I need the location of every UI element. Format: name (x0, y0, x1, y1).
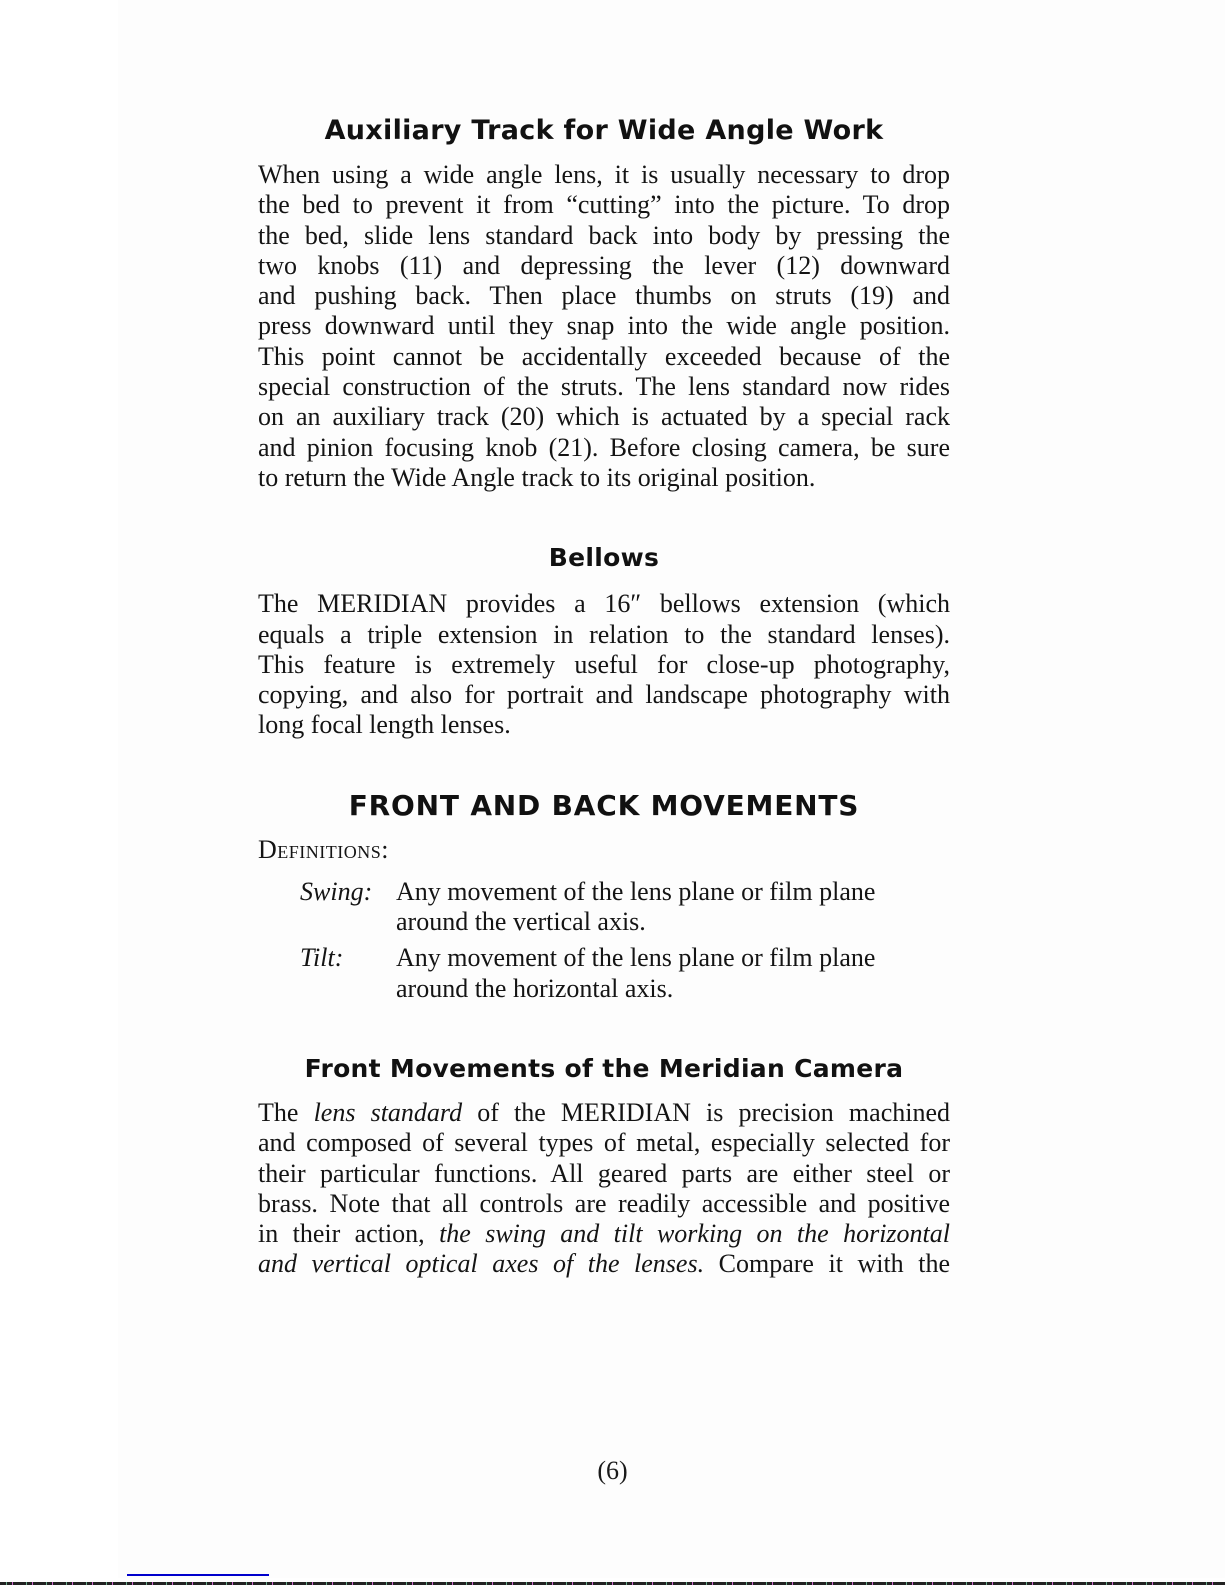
definition-text (396, 943, 908, 1004)
blue-underline-mark (127, 1574, 269, 1576)
text-line: press downward until they snap into the wide angle position. (258, 311, 950, 341)
definition-term: Swing: (300, 876, 373, 906)
page-number: (6) (597, 1456, 628, 1485)
text-line: equals a triple extension in relation to the standard lenses). (258, 619, 950, 649)
text-line: copying, and also for portrait and landscape photography with (258, 680, 950, 710)
text-line: Any movement of the lens plane or film plane (396, 943, 876, 973)
italic-run: lens standard (313, 1097, 463, 1127)
text-run: in their action, (258, 1219, 440, 1249)
definition-swing (300, 877, 950, 938)
paragraph-bellows (258, 589, 950, 740)
paragraph-auxiliary-track (258, 160, 950, 493)
paragraph-front-movements (258, 1098, 950, 1280)
text-line (258, 1189, 950, 1219)
page-content (258, 108, 950, 1280)
text-run: and composed of several types of metal, especially selected for (258, 1128, 950, 1158)
definition-text (396, 877, 908, 938)
text-line: to return the Wide Angle track to its original position. (258, 462, 816, 492)
text-line: Any movement of the lens plane or film plane (396, 876, 876, 906)
definition-term: Tilt: (300, 943, 344, 973)
section-heading-bellows: Bellows (548, 543, 660, 573)
text-line: long focal length lenses. (258, 710, 511, 740)
left-margin (0, 0, 118, 1578)
text-line: around the vertical axis. (396, 907, 646, 937)
text-line: the bed to prevent it from “cutting” into the picture. To drop (258, 190, 950, 220)
text-line: and pushing back. Then place thumbs on struts (19) and (258, 281, 950, 311)
text-line: special construction of the struts. The lens standard now rides (258, 372, 950, 402)
text-line: This feature is extremely useful for close-up photography, (258, 649, 950, 679)
text-line (258, 1098, 950, 1128)
text-line: and pinion focusing knob (21). Before closing camera, be sure (258, 432, 950, 462)
text-line: two knobs (11) and depressing the lever (12) downward (258, 250, 950, 280)
italic-run: the swing and tilt working on the horizontal (439, 1219, 950, 1249)
text-line: the bed, slide lens standard back into body by pressing the (258, 220, 950, 250)
text-run: Compare it with the (704, 1249, 950, 1279)
text-line (258, 1128, 950, 1158)
section-heading-front-back-movements: FRONT AND BACK MOVEMENTS (348, 788, 860, 822)
text-run: of the MERIDIAN is precision machined (462, 1097, 950, 1127)
text-run: brass. Note that all controls are readily accessible and positive (258, 1188, 950, 1218)
italic-run: and vertical optical axes of the lenses. (258, 1249, 705, 1279)
section-heading-front-movements: Front Movements of the Meridian Camera (304, 1053, 904, 1083)
text-line: on an auxiliary track (20) which is actuated by a special rack (258, 402, 950, 432)
section-heading-auxiliary-track: Auxiliary Track for Wide Angle Work (324, 115, 884, 146)
text-line: The MERIDIAN provides a 16″ bellows extension (which (258, 589, 950, 619)
text-line (258, 1219, 950, 1249)
definition-tilt (300, 943, 950, 1004)
text-line: When using a wide angle lens, it is usually necessary to drop (258, 160, 950, 189)
text-line: This point cannot be accidentally exceeded because of the (258, 341, 950, 371)
definitions-label: Definitions: (258, 834, 389, 864)
text-run: The (258, 1097, 314, 1127)
definitions-list (258, 877, 950, 1004)
text-line: around the horizontal axis. (396, 973, 674, 1003)
text-run: their particular functions. All geared parts are either steel or (258, 1158, 950, 1188)
text-line (258, 1159, 950, 1189)
text-line (258, 1249, 950, 1279)
